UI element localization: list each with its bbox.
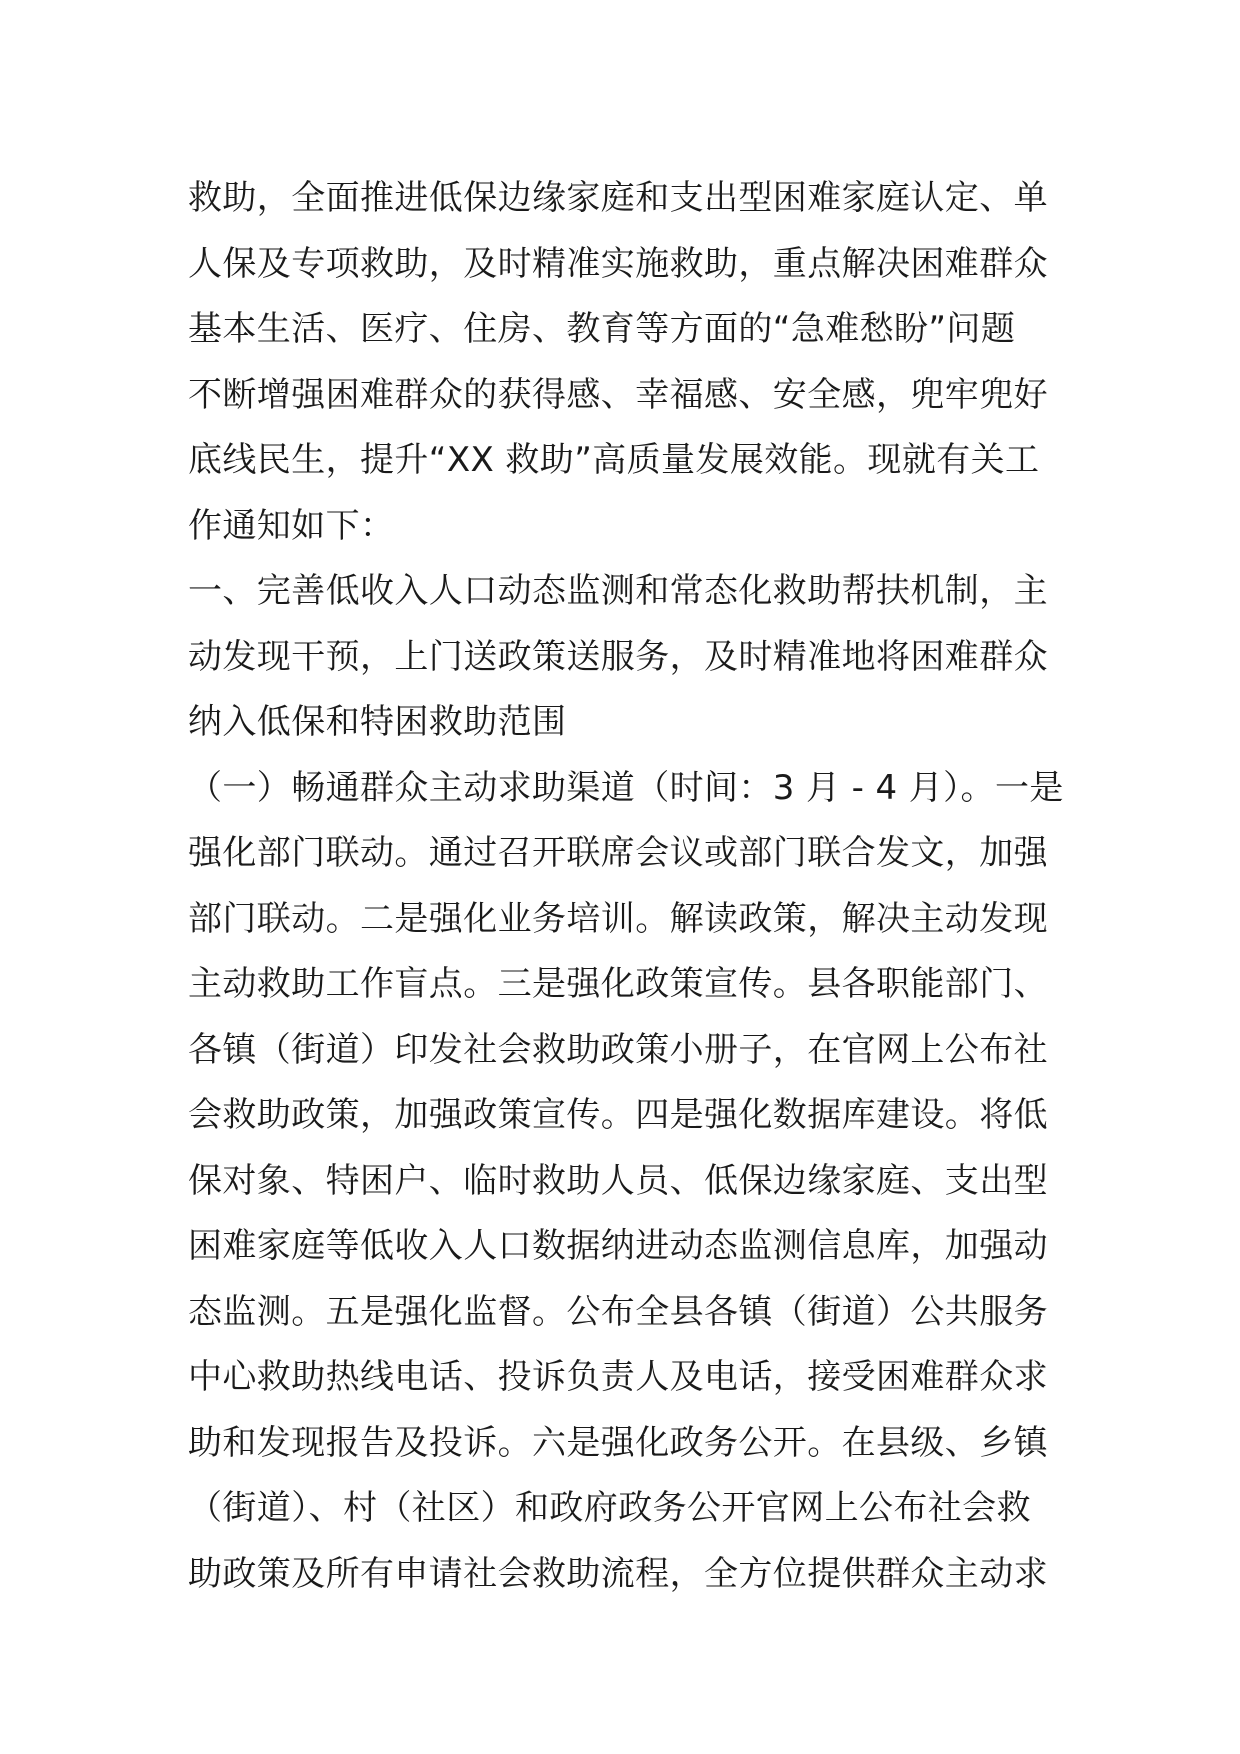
text-line: 中心救助热线电话、投诉负责人及电话，接受困难群众求 [188,1357,1048,1397]
section-heading-line: 动发现干预，上门送政策送服务，及时精准地将困难群众 [188,636,1048,677]
text-line: 不断增强困难群众的获得感、幸福感、安全感，兜牢兜好 [188,374,1048,415]
section-heading-line: 一、完善低收入人口动态监测和常态化救助帮扶机制，主 [188,571,1048,611]
text-line: 助政策及所有申请社会救助流程，全方位提供群众主动求 [188,1553,1048,1594]
text-line: 基本生活、医疗、住房、教育等方面的“急难愁盼”问题 [188,309,1016,349]
text-line: 态监测。五是强化监督。公布全县各镇（街道）公共服务 [188,1291,1048,1332]
body-text [188,166,1068,1607]
text-line: 各镇（街道）印发社会救助政策小册子，在官网上公布社 [188,1029,1048,1070]
text-line: 助和发现报告及投诉。六是强化政务公开。在县级、乡镇 [188,1422,1048,1463]
text-line: 主动救助工作盲点。三是强化政策宣传。县各职能部门、 [188,964,1048,1004]
subsection-line: （一）畅通群众主动求助渠道（时间：3 月 - 4 月）。一是 [188,767,1064,808]
text-line: 强化部门联动。通过召开联席会议或部门联合发文，加强 [188,833,1048,873]
text-line: 底线民生，提升“XX 救助”高质量发展效能。现就有关工 [188,440,1040,480]
section-heading-line: 纳入低保和特困救助范围 [188,702,567,742]
text-line: 作通知如下： [188,505,395,546]
text-line: （街道）、村（社区）和政府政务公开官网上公布社会救 [188,1488,1031,1528]
text-line: 会救助政策，加强政策宣传。四是强化数据库建设。将低 [188,1095,1048,1135]
text-line: 救助，全面推进低保边缘家庭和支出型困难家庭认定、单 [188,178,1048,218]
text-line: 保对象、特困户、临时救助人员、低保边缘家庭、支出型 [188,1160,1048,1201]
text-line: 人保及专项救助，及时精准实施救助，重点解决困难群众 [188,243,1048,284]
text-line: 部门联动。二是强化业务培训。解读政策，解决主动发现 [188,898,1048,939]
text-line: 困难家庭等低收入人口数据纳进动态监测信息库，加强动 [188,1226,1048,1266]
